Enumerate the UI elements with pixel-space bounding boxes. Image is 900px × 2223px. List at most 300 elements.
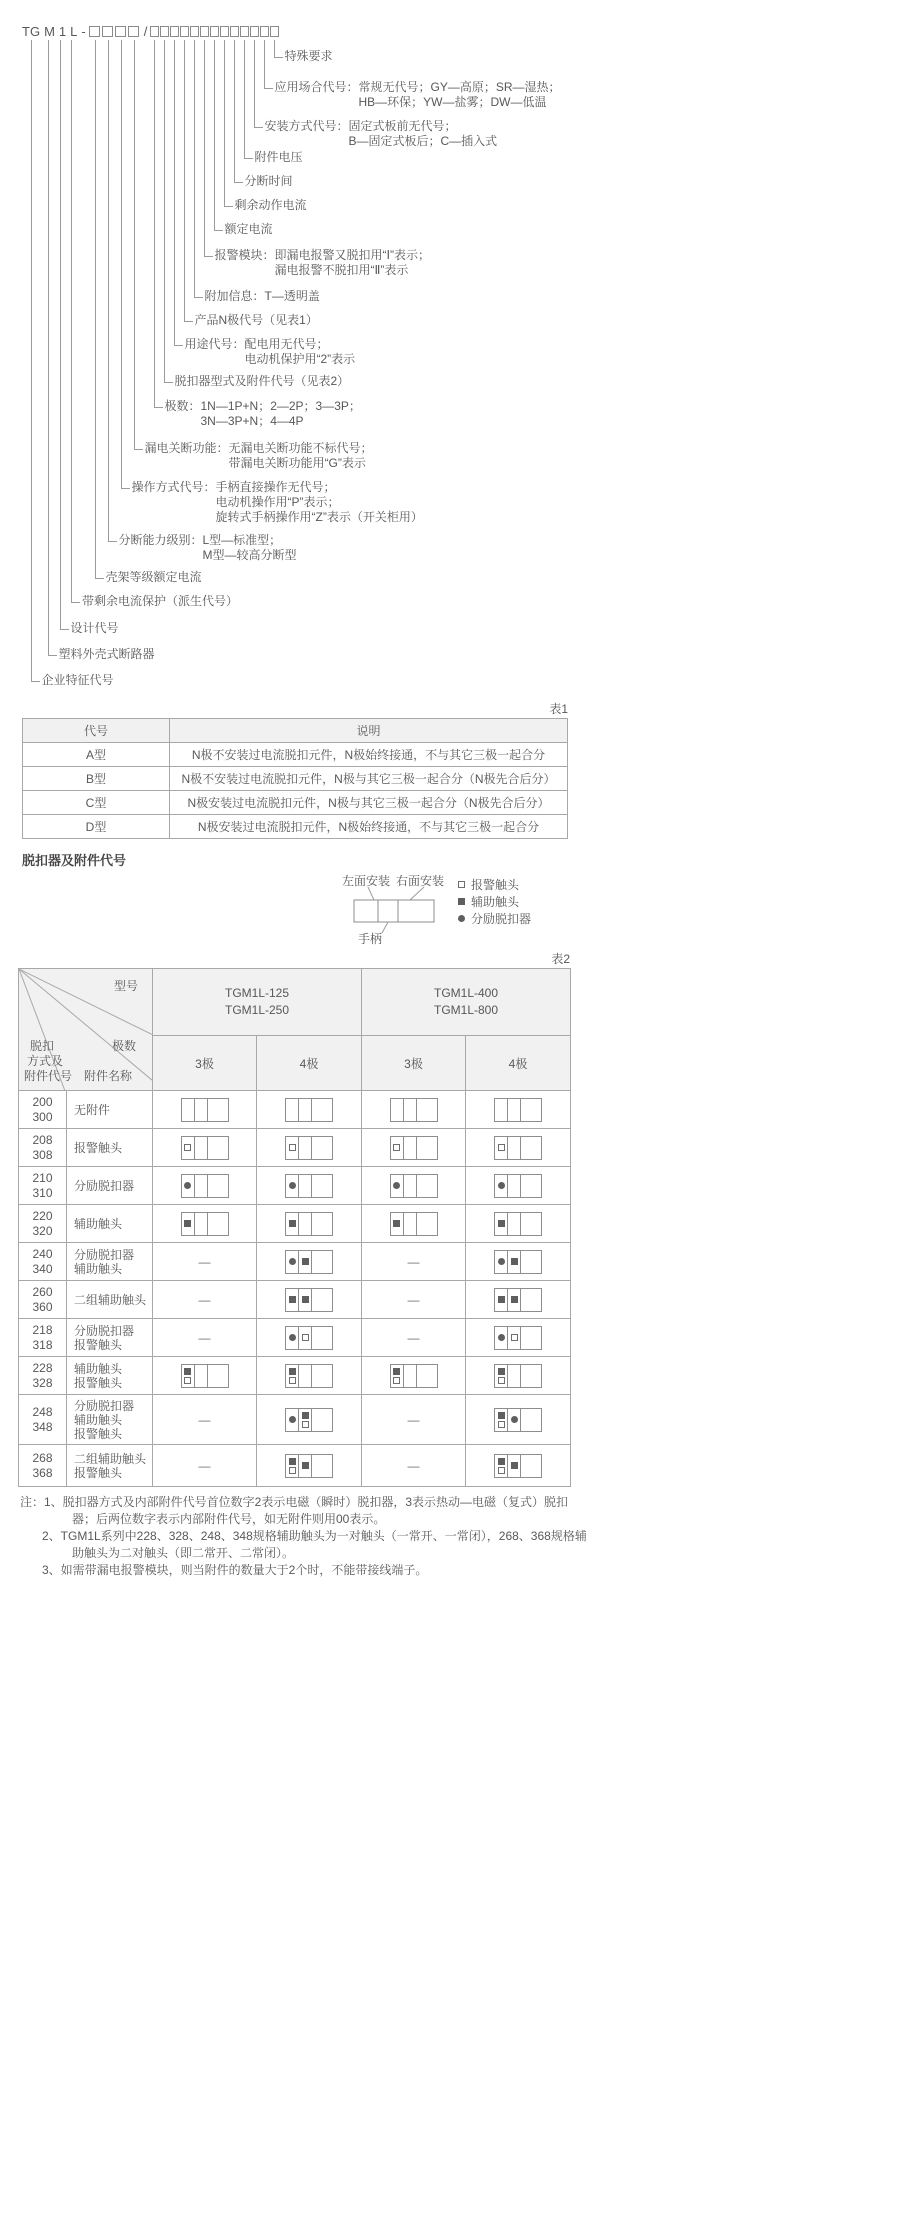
- accessory-name-line: 报警触头: [74, 1375, 123, 1390]
- legend-item: [458, 876, 531, 893]
- code-field-label-line: 带漏电关断功能用“G”表示: [228, 456, 366, 470]
- accessory-slot: [299, 1409, 312, 1431]
- trip-code-value: 308: [32, 1147, 53, 1162]
- breaker-config-diagram: [494, 1408, 542, 1432]
- config-cell: [362, 1445, 466, 1487]
- breaker-config-diagram: [494, 1364, 542, 1388]
- accessory-name-cell: [67, 1243, 153, 1281]
- table1-row: [23, 815, 568, 839]
- breaker-body: [521, 1175, 541, 1197]
- not-available-dash: —: [198, 1458, 211, 1473]
- code-field-box: [230, 26, 239, 37]
- accessory-slot: [286, 1213, 299, 1235]
- shunt-symbol-icon: [498, 1182, 505, 1189]
- shunt-symbol-icon: [289, 1416, 296, 1423]
- accessory-slot: [286, 1137, 299, 1159]
- trip-code-value: 200: [32, 1094, 53, 1109]
- accessory-slot: [508, 1251, 521, 1273]
- code-field-label: [225, 222, 273, 237]
- code-field-label-line: 3N—3P+N；4—4P: [200, 414, 304, 428]
- code-field-label: [205, 289, 320, 304]
- trip-code-cell: [19, 1445, 67, 1487]
- breaker-body: [312, 1137, 332, 1159]
- code-field-label-line: 企业特征代号: [41, 673, 114, 687]
- accessory-name-cell: [67, 1205, 153, 1243]
- code-field-label: [132, 480, 423, 525]
- breaker-config-diagram: [181, 1174, 229, 1198]
- config-cell: [362, 1357, 466, 1395]
- code-connector-line: [31, 40, 40, 682]
- trip-code-value: 268: [32, 1450, 53, 1465]
- accessory-slot: [391, 1137, 404, 1159]
- accessory-slot: [508, 1175, 521, 1197]
- accessory-name-line: 辅助触头: [74, 1412, 123, 1427]
- accessory-slot: [391, 1213, 404, 1235]
- accessory-name-line: 报警触头: [74, 1140, 123, 1155]
- alarm-symbol-icon: [184, 1144, 191, 1151]
- breaker-config-diagram: [181, 1364, 229, 1388]
- code-field-label: [42, 673, 114, 688]
- code-dash: -: [81, 24, 86, 39]
- accessory-name-cell: [67, 1129, 153, 1167]
- shunt-symbol-icon: [498, 1258, 505, 1265]
- config-cell: [466, 1445, 571, 1487]
- breaker-config-diagram: [285, 1288, 333, 1312]
- accessory-slot: [195, 1137, 208, 1159]
- accessory-slot: [286, 1251, 299, 1273]
- shunt-symbol-icon: [458, 915, 465, 922]
- trip-code-value: 208: [32, 1132, 53, 1147]
- trip-code-value: 360: [32, 1299, 53, 1314]
- breaker-body: [521, 1409, 541, 1431]
- trip-code-value: 260: [32, 1284, 53, 1299]
- aux-symbol-icon: [393, 1220, 400, 1227]
- footnotes: [20, 1494, 592, 1579]
- code-field-box: [210, 26, 219, 37]
- accessory-slot: [508, 1327, 521, 1349]
- breaker-config-diagram: [285, 1098, 333, 1122]
- config-cell: [153, 1319, 257, 1357]
- breaker-config-diagram: [285, 1454, 333, 1478]
- accessory-slot: [182, 1213, 195, 1235]
- accessory-slot: [195, 1365, 208, 1387]
- code-field-box: [128, 26, 139, 37]
- aux-symbol-icon: [289, 1220, 296, 1227]
- code-field-label-line: 附件电压: [254, 150, 303, 164]
- accessory-config-row: [19, 1319, 571, 1357]
- code-field-box: [160, 26, 169, 37]
- code-field-label-line: 旋转式手柄操作用“Z”表示（开关柜用）: [215, 510, 423, 524]
- code-field-label-line: 产品N极代号（见表1）: [194, 313, 318, 327]
- code-letter: 1: [58, 24, 67, 39]
- table1-row: [23, 791, 568, 815]
- aux-symbol-icon: [498, 1220, 505, 1227]
- accessory-slot: [299, 1175, 312, 1197]
- breaker-body: [417, 1365, 437, 1387]
- mount-diagram: [338, 872, 468, 948]
- trip-code-cell: [19, 1357, 67, 1395]
- code-connector-line: [134, 40, 143, 450]
- code-field-label-line: 电动机保护用“2”表示: [244, 352, 356, 366]
- accessory-name-cell: [67, 1445, 153, 1487]
- accessory-config-row: [19, 1167, 571, 1205]
- accessory-config-row: [19, 1243, 571, 1281]
- accessory-config-row: [19, 1091, 571, 1129]
- accessory-slot: [182, 1175, 195, 1197]
- accessory-name-cell: [67, 1091, 153, 1129]
- table2-tag: 表2: [551, 952, 570, 966]
- legend-item: [458, 893, 531, 910]
- accessory-name-line: 辅助触头: [74, 1361, 123, 1376]
- accessory-config-row: [19, 1357, 571, 1395]
- accessory-config-row: [19, 1281, 571, 1319]
- config-cell: [466, 1395, 571, 1445]
- alarm-symbol-icon: [393, 1377, 400, 1384]
- breaker-config-diagram: [494, 1250, 542, 1274]
- breaker-body: [312, 1327, 332, 1349]
- corner-trip-code-line: 脱扣: [30, 1039, 55, 1053]
- breaker-body: [312, 1365, 332, 1387]
- pole-header: 3极: [362, 1036, 466, 1091]
- trip-code-value: 240: [32, 1246, 53, 1261]
- model-name: TGM1L-400: [433, 986, 499, 1000]
- code-connector-line: [60, 40, 69, 630]
- accessory-slot: [508, 1213, 521, 1235]
- legend-label: 报警触头: [471, 878, 520, 892]
- code-connector-line: [224, 40, 233, 207]
- aux-symbol-icon: [289, 1458, 296, 1465]
- breaker-body: [312, 1455, 332, 1477]
- config-cell: [257, 1357, 362, 1395]
- type-code-cell: D型: [23, 815, 170, 839]
- code-field-label-line: 电动机操作用“P”表示；: [215, 495, 340, 509]
- trip-code-value: 218: [32, 1322, 53, 1337]
- breaker-body: [312, 1409, 332, 1431]
- accessory-slot: [495, 1251, 508, 1273]
- not-available-dash: —: [198, 1330, 211, 1345]
- accessory-slot: [286, 1455, 299, 1477]
- breaker-body: [208, 1175, 228, 1197]
- code-field-label: [195, 313, 318, 328]
- breaker-config-diagram: [285, 1136, 333, 1160]
- breaker-config-diagram: [494, 1212, 542, 1236]
- accessory-slot: [495, 1289, 508, 1311]
- breaker-body: [312, 1175, 332, 1197]
- code-connector-line: [48, 40, 57, 656]
- code-field-label: [185, 337, 356, 367]
- trip-code-value: 318: [32, 1337, 53, 1352]
- trip-code-value: 210: [32, 1170, 53, 1185]
- breaker-body: [312, 1213, 332, 1235]
- breaker-config-diagram: [285, 1212, 333, 1236]
- mount-left-label: 左面安装: [342, 874, 391, 888]
- code-field-label-line: B—固定式板后；C—插入式: [348, 134, 498, 148]
- shunt-symbol-icon: [184, 1182, 191, 1189]
- accessory-name-line: 报警触头: [74, 1426, 123, 1441]
- config-cell: [153, 1129, 257, 1167]
- code-connector-line: [204, 40, 213, 257]
- pole-header: 3极: [153, 1036, 257, 1091]
- breaker-config-diagram: [285, 1326, 333, 1350]
- code-connector-line: [244, 40, 253, 159]
- breaker-body: [521, 1455, 541, 1477]
- breaker-config-diagram: [285, 1174, 333, 1198]
- corner-trip-code-line: 方式及: [27, 1054, 64, 1068]
- breaker-body: [312, 1251, 332, 1273]
- config-cell: [257, 1205, 362, 1243]
- accessory-slot: [508, 1137, 521, 1159]
- corner-poles-label: 极数: [111, 1039, 136, 1053]
- alarm-symbol-icon: [458, 881, 465, 888]
- trip-code-cell: [19, 1319, 67, 1357]
- accessory-slot: [495, 1137, 508, 1159]
- code-field-label-line: 漏电关断功能：无漏电关断功能不标代号；: [144, 441, 373, 455]
- accessory-config-row: [19, 1395, 571, 1445]
- accessory-name-line: 分励脱扣器: [74, 1247, 135, 1262]
- aux-symbol-icon: [184, 1368, 191, 1375]
- accessory-slot: [182, 1099, 195, 1121]
- not-available-dash: —: [407, 1292, 420, 1307]
- accessory-slot: [182, 1137, 195, 1159]
- n-pole-type-table: [22, 718, 568, 839]
- code-field-box: [115, 26, 126, 37]
- code-field-label: [285, 49, 333, 64]
- code-connector-line: [194, 40, 203, 298]
- model-name: TGM1L-250: [224, 1003, 290, 1017]
- code-field-box: [170, 26, 179, 37]
- model-group-400-800: [362, 969, 571, 1036]
- config-cell: [466, 1319, 571, 1357]
- corner-accessory-name-label: 附件名称: [83, 1069, 132, 1083]
- shunt-symbol-icon: [393, 1182, 400, 1189]
- breaker-config-diagram: [181, 1136, 229, 1160]
- config-cell: [153, 1281, 257, 1319]
- trip-code-value: 248: [32, 1404, 53, 1419]
- breaker-body: [312, 1289, 332, 1311]
- code-field-label: [175, 374, 350, 389]
- trip-code-cell: [19, 1167, 67, 1205]
- type-description-cell: N极安装过电流脱扣元件，N极始终接通，不与其它三极一起合分: [170, 815, 568, 839]
- aux-symbol-icon: [511, 1258, 518, 1265]
- breaker-config-diagram: [285, 1364, 333, 1388]
- code-field-label: [245, 174, 293, 189]
- config-cell: [153, 1395, 257, 1445]
- breaker-config-diagram: [494, 1288, 542, 1312]
- code-field-label-line: 壳架等级额定电流: [105, 570, 202, 584]
- not-available-dash: —: [198, 1412, 211, 1427]
- accessory-slot: [286, 1327, 299, 1349]
- shunt-symbol-icon: [498, 1334, 505, 1341]
- code-connector-line: [164, 40, 173, 383]
- accessory-config-row: [19, 1129, 571, 1167]
- breaker-config-diagram: [494, 1454, 542, 1478]
- breaker-body: [417, 1099, 437, 1121]
- aux-symbol-icon: [511, 1296, 518, 1303]
- accessory-slot: [495, 1175, 508, 1197]
- breaker-config-diagram: [390, 1174, 438, 1198]
- alarm-symbol-icon: [511, 1334, 518, 1341]
- code-field-box: [250, 26, 259, 37]
- config-cell: [257, 1281, 362, 1319]
- accessory-slot: [495, 1455, 508, 1477]
- code-field-label-line: 分断时间: [244, 174, 293, 188]
- aux-symbol-icon: [302, 1412, 309, 1419]
- code-connector-line: [254, 40, 263, 128]
- trip-code-value: 300: [32, 1109, 53, 1124]
- aux-symbol-icon: [393, 1368, 400, 1375]
- legend-item: [458, 910, 531, 927]
- code-field-box: [89, 26, 100, 37]
- accessory-name-line: 分励脱扣器: [74, 1398, 135, 1413]
- model-group-125-250: [153, 969, 362, 1036]
- not-available-dash: —: [407, 1412, 420, 1427]
- code-connector-line: [121, 40, 130, 489]
- accessory-slot: [299, 1327, 312, 1349]
- accessory-slot: [508, 1365, 521, 1387]
- config-cell: [257, 1091, 362, 1129]
- config-cell: [466, 1205, 571, 1243]
- model-name: TGM1L-125: [224, 986, 290, 1000]
- aux-symbol-icon: [511, 1462, 518, 1469]
- code-field-label-line: 带剩余电流保护（派生代号）: [82, 594, 239, 608]
- code-field-label-line: 剩余动作电流: [234, 198, 307, 212]
- alarm-symbol-icon: [498, 1144, 505, 1151]
- code-connector-line: [264, 40, 273, 89]
- trip-code-cell: [19, 1395, 67, 1445]
- accessory-slot: [299, 1213, 312, 1235]
- accessory-slot: [286, 1409, 299, 1431]
- trip-code-cell: [19, 1243, 67, 1281]
- accessory-slot: [495, 1409, 508, 1431]
- code-field-label-line: 操作方式代号：手柄直接操作无代号；: [131, 480, 336, 494]
- footnote-item: 2、TGM1L系列中228、328、248、348规格辅助触头为一对触头（一常开、一常闭），268、368规格辅助触头为二对触头（即二常开、二常闭）。: [42, 1529, 587, 1560]
- table1-header-row: [23, 719, 568, 743]
- config-cell: [257, 1243, 362, 1281]
- corner-model-label: 型号: [113, 979, 138, 993]
- trip-code-cell: [19, 1205, 67, 1243]
- aux-symbol-icon: [458, 898, 465, 905]
- code-field-label-line: HB—环保；YW—盐雾；DW—低温: [358, 95, 547, 109]
- code-field-box: [260, 26, 269, 37]
- config-cell: [153, 1357, 257, 1395]
- corner-trip-code-line: 附件代号: [24, 1069, 73, 1083]
- config-cell: [362, 1205, 466, 1243]
- accessory-slot: [495, 1365, 508, 1387]
- code-connector-line: [274, 40, 283, 58]
- aux-symbol-icon: [184, 1220, 191, 1227]
- code-field-box: [240, 26, 249, 37]
- accessory-name-cell: [67, 1395, 153, 1445]
- accessory-name-line: 二组辅助触头: [74, 1292, 147, 1307]
- accessory-slot: [299, 1137, 312, 1159]
- aux-symbol-icon: [498, 1412, 505, 1419]
- config-cell: [257, 1319, 362, 1357]
- table1-row: [23, 767, 568, 791]
- table2-body: [19, 1091, 571, 1487]
- aux-symbol-icon: [289, 1296, 296, 1303]
- model-code-line: [22, 24, 280, 39]
- breaker-config-diagram: [285, 1250, 333, 1274]
- pole-header: 4极: [257, 1036, 362, 1091]
- accessory-slot: [182, 1365, 195, 1387]
- symbol-legend: [458, 876, 531, 927]
- accessory-slot: [299, 1251, 312, 1273]
- code-field-label: [265, 119, 498, 149]
- accessory-slot: [404, 1213, 417, 1235]
- accessory-slot: [495, 1327, 508, 1349]
- breaker-config-diagram: [494, 1174, 542, 1198]
- code-field-box: [190, 26, 199, 37]
- breaker-body: [417, 1175, 437, 1197]
- accessory-slot: [299, 1365, 312, 1387]
- alarm-symbol-icon: [498, 1377, 505, 1384]
- config-cell: [466, 1281, 571, 1319]
- config-cell: [153, 1445, 257, 1487]
- accessory-name-cell: [67, 1167, 153, 1205]
- code-letter: L: [70, 24, 78, 39]
- accessory-slot: [299, 1099, 312, 1121]
- config-cell: [257, 1129, 362, 1167]
- accessory-slot: [404, 1137, 417, 1159]
- code-field-label-line: 特殊要求: [284, 49, 333, 63]
- aux-symbol-icon: [302, 1296, 309, 1303]
- config-cell: [466, 1129, 571, 1167]
- alarm-symbol-icon: [498, 1467, 505, 1474]
- code-field-label: [119, 533, 297, 563]
- footnote-item: 注：1、脱扣器方式及内部附件代号首位数字2表示电磁（瞬时）脱扣器，3表示热动—电磁（复式）脱扣器；后两位数字表示内部附件代号，如无附件则用00表示。: [20, 1495, 569, 1526]
- type-code-cell: C型: [23, 791, 170, 815]
- breaker-body: [521, 1327, 541, 1349]
- config-cell: [362, 1129, 466, 1167]
- code-field-label: [71, 621, 119, 636]
- not-available-dash: —: [198, 1292, 211, 1307]
- type-description-cell: N极不安装过电流脱扣元件，N极始终接通，不与其它三极一起合分: [170, 743, 568, 767]
- alarm-symbol-icon: [498, 1421, 505, 1428]
- breaker-body: [312, 1099, 332, 1121]
- table1-row: [23, 743, 568, 767]
- aux-symbol-icon: [302, 1258, 309, 1265]
- accessory-name-cell: [67, 1281, 153, 1319]
- alarm-symbol-icon: [289, 1144, 296, 1151]
- aux-symbol-icon: [289, 1368, 296, 1375]
- code-field-label-line: 分断能力级别：L型—标准型；: [118, 533, 282, 547]
- accessory-name-cell: [67, 1319, 153, 1357]
- config-cell: [466, 1357, 571, 1395]
- code-field-label-line: 附加信息：T—透明盖: [204, 289, 320, 303]
- breaker-config-diagram: [390, 1212, 438, 1236]
- breaker-config-diagram: [494, 1098, 542, 1122]
- accessory-slot: [495, 1099, 508, 1121]
- code-field-label-line: 极数：1N—1P+N；2—2P；3—3P；: [164, 399, 361, 413]
- not-available-dash: —: [407, 1330, 420, 1345]
- breaker-config-diagram: [285, 1408, 333, 1432]
- breaker-config-diagram: [390, 1098, 438, 1122]
- code-field-label: [255, 150, 303, 165]
- config-cell: [362, 1167, 466, 1205]
- trip-code-value: 320: [32, 1223, 53, 1238]
- code-field-box: [220, 26, 229, 37]
- breaker-body: [521, 1289, 541, 1311]
- code-field-label-line: 应用场合代号：常规无代号；GY—高原；SR—湿热；: [274, 80, 561, 94]
- breaker-config-diagram: [390, 1136, 438, 1160]
- footnote-item: 3、如需带漏电报警模块，则当附件的数量大于2个时，不能带接线端子。: [42, 1563, 428, 1577]
- alarm-symbol-icon: [289, 1467, 296, 1474]
- code-field-label-line: 塑料外壳式断路器: [58, 647, 155, 661]
- accessory-config-row: [19, 1205, 571, 1243]
- not-available-dash: —: [407, 1458, 420, 1473]
- table1-header-cell: 代号: [23, 719, 170, 743]
- accessory-section-title: 脱扣器及附件代号: [22, 853, 127, 868]
